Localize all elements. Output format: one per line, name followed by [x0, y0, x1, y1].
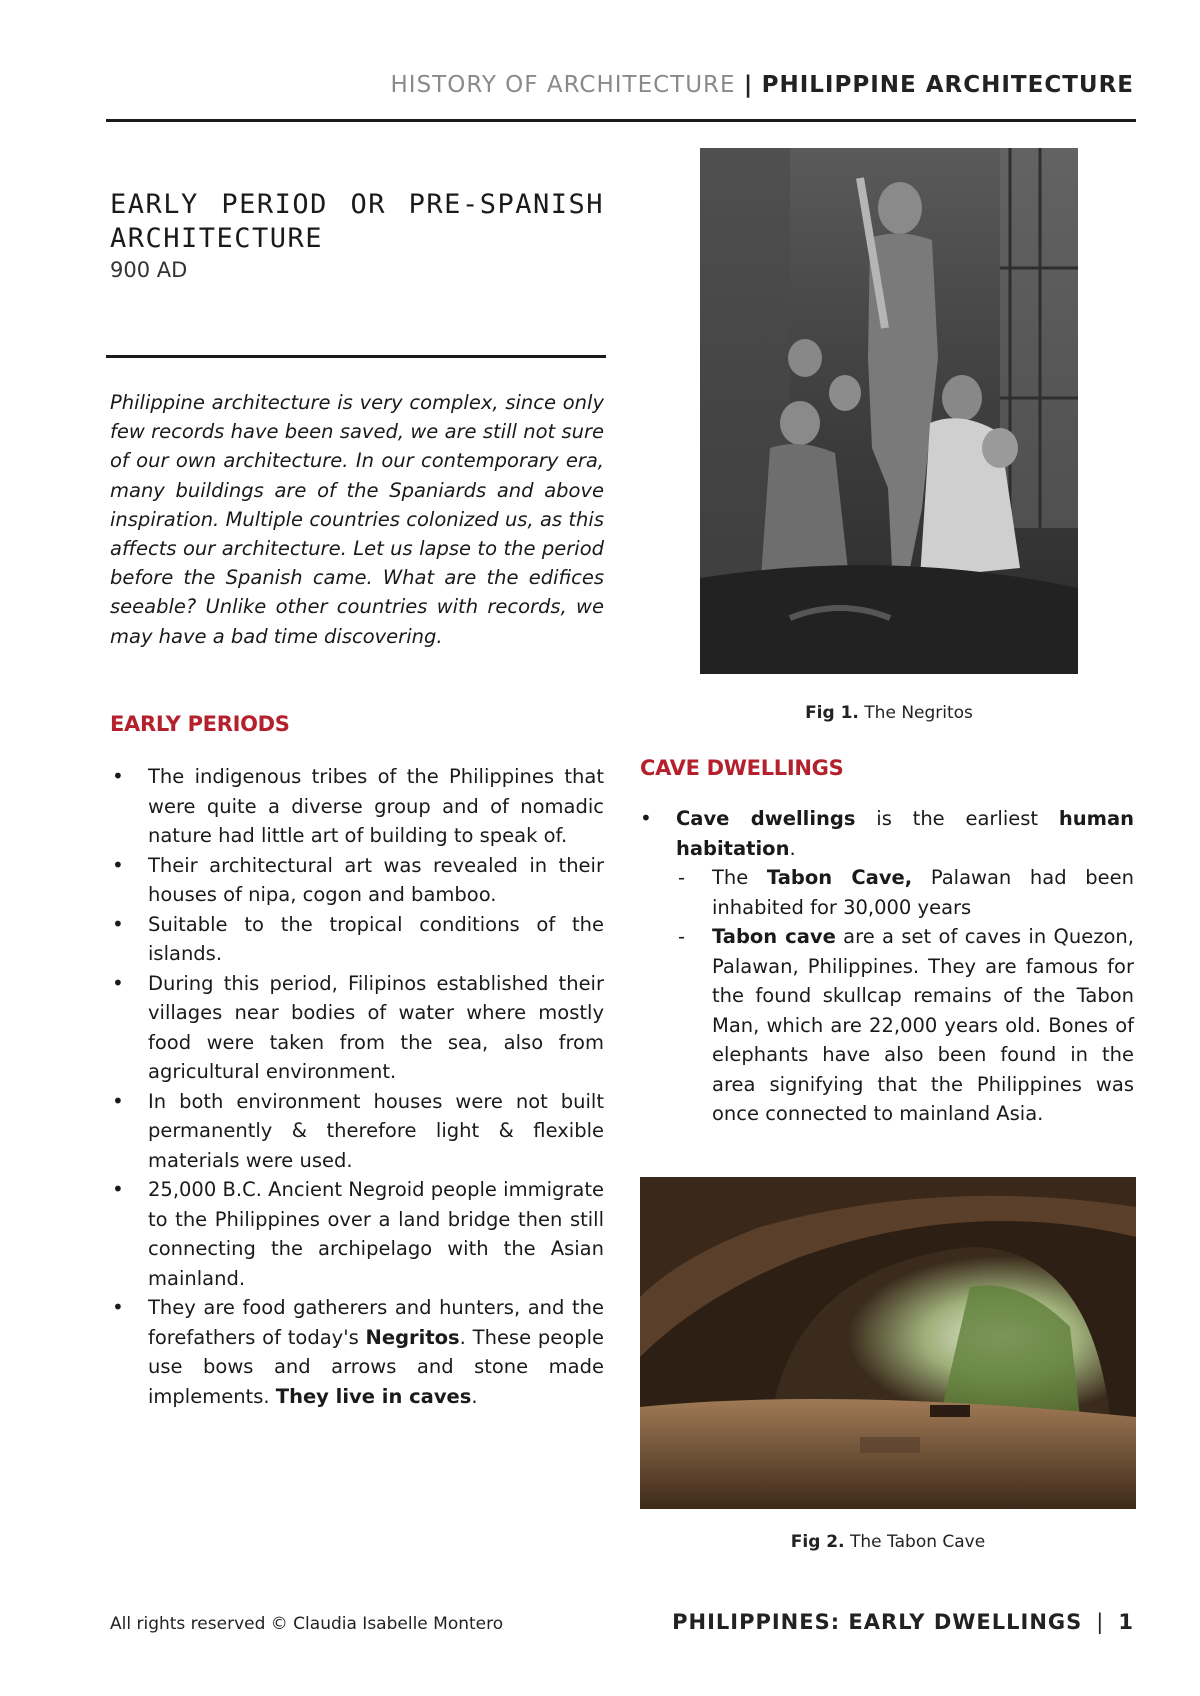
header-course: HISTORY OF ARCHITECTURE — [390, 72, 736, 98]
term-tabon-cave-2: Tabon cave — [712, 925, 836, 948]
section-heading-cave-dwellings: CAVE DWELLINGS — [640, 756, 844, 780]
negritos-photo-illustration — [700, 148, 1078, 674]
list-item: • The indigenous tribes of the Philippines that were quite a diverse group and of nomadic nature had little art of building to speak of. — [112, 762, 604, 851]
fig2-text: The Tabon Cave — [844, 1532, 986, 1552]
title-year: 900 AD — [110, 258, 188, 282]
title-word: PERIOD — [221, 189, 328, 220]
tabon-cave-photo — [640, 1177, 1136, 1509]
term-cave-dwellings: Cave dwellings — [676, 807, 856, 830]
early-periods-list — [112, 762, 604, 1411]
cave-dwellings-list — [640, 804, 1134, 1129]
footer-section — [600, 1610, 1134, 1634]
title-line-2: ARCHITECTURE — [110, 223, 324, 254]
term-human-habitation: human habitation — [676, 807, 1134, 860]
term-live-in-caves: They live in caves — [275, 1384, 472, 1408]
footer-section-title: PHILIPPINES: EARLY DWELLINGS — [672, 1610, 1083, 1634]
fig1-label: Fig 1. — [805, 703, 859, 723]
fig1-caption — [700, 703, 1078, 723]
sublist-item: - Tabon cave are a set of caves in Quezon, Palawan, Philippines. They are famous for the found skullcap remains of the Tabon Man, which are 22,000 years old. Bones of elephants have also been found in the area signifying that the Philippines was once connected to mainland Asia. — [676, 922, 1134, 1129]
term-tabon-cave: Tabon Cave, — [766, 866, 913, 889]
cave-dwellings-sublist — [676, 863, 1134, 1129]
sublist-item: - The Tabon Cave, Palawan had been inhabited for 30,000 years — [676, 863, 1134, 922]
header-divider — [106, 119, 1136, 122]
list-item: • Cave dwellings is the earliest human habitation. - The Tabon Cave, Palawan had been inhabited for 30,000 years - Tabon cave are a set of caves in Quezon, Palawan, Philippines. They are famous for the found skullcap remains of the Tabon Man, which are 22,000 years old. Bones of elephants have also been found in the area signifying that the Philippines was once connected to mainland Asia. — [640, 804, 1134, 1129]
list-item: • During this period, Filipinos established their villages near bodies of water where mostly food were taken from the sea, also from agricultural environment. — [112, 969, 604, 1087]
page-title — [110, 188, 604, 256]
term-negritos: Negritos — [365, 1325, 460, 1349]
title-divider — [106, 355, 606, 358]
header-separator: | — [743, 72, 754, 98]
section-heading-early-periods: EARLY PERIODS — [110, 712, 290, 736]
fig2-label: Fig 2. — [790, 1532, 845, 1552]
list-item: • Suitable to the tropical conditions of the islands. — [112, 910, 604, 969]
title-word: EARLY — [110, 189, 199, 220]
tabon-cave-illustration — [640, 1177, 1136, 1509]
footer-copyright: All rights reserved © Claudia Isabelle Montero — [110, 1614, 504, 1634]
negritos-photo — [700, 148, 1078, 674]
fig1-text: The Negritos — [858, 703, 973, 723]
list-item: • Their architectural art was revealed in their houses of nipa, cogon and bamboo. — [112, 851, 604, 910]
list-item: • In both environment houses were not built permanently & therefore light & flexible materials were used. — [112, 1087, 604, 1176]
footer-separator: | — [1096, 1610, 1105, 1634]
intro-paragraph: Philippine architecture is very complex, since only few records have been saved, we are still not sure of our own architecture. In our contemporary era, many buildings are of the Spaniards and above inspiration. Multiple countries colonized us, as this affects our architecture. Let us lapse to the period before the Spanish came. What are the edifices seeable? Unlike other countries with records, we may have a bad time discovering. — [110, 391, 604, 648]
title-word: PRE-SPANISH — [408, 189, 604, 220]
running-header — [0, 72, 1134, 98]
list-item: • 25,000 B.C. Ancient Negroid people immigrate to the Philippines over a land bridge then still connecting the archipelago with the Asian mainland. — [112, 1175, 604, 1293]
list-item: • They are food gatherers and hunters, and the forefathers of today's Negritos. These people use bows and arrows and stone made implements. They live in caves. — [112, 1293, 604, 1411]
title-word: OR — [350, 189, 387, 220]
header-topic: PHILIPPINE ARCHITECTURE — [761, 72, 1134, 98]
page-number: 1 — [1118, 1610, 1134, 1634]
fig2-caption — [640, 1532, 1136, 1552]
